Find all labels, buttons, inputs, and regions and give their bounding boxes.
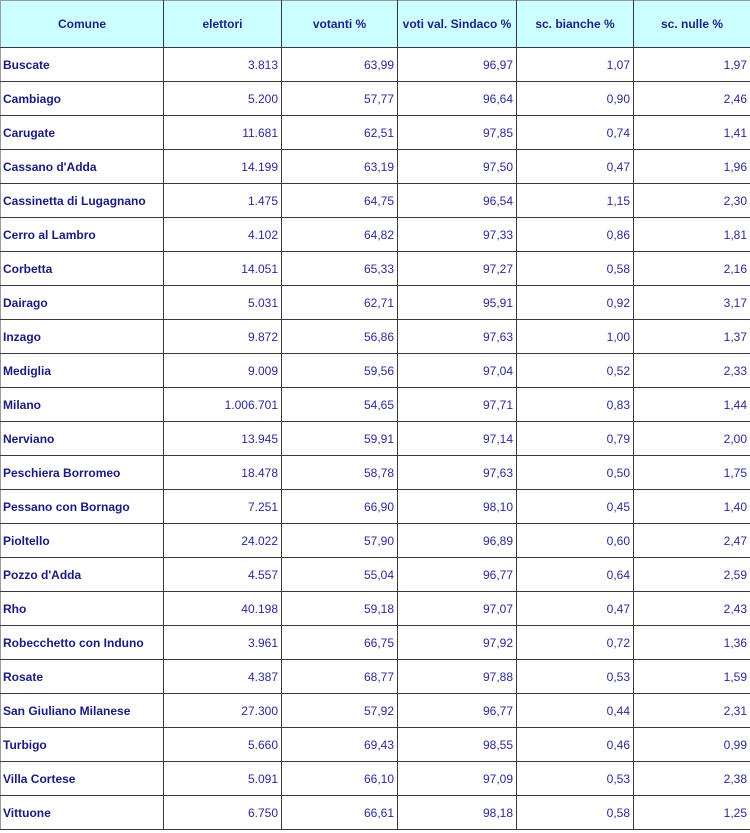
- cell-comune: Carugate: [1, 116, 164, 150]
- cell-votanti: 64,82: [282, 218, 398, 252]
- cell-voti-validi-sindaco: 97,33: [398, 218, 517, 252]
- cell-schede-bianche: 0,46: [517, 728, 634, 762]
- cell-schede-nulle: 3,17: [634, 286, 750, 320]
- cell-schede-bianche: 0,60: [517, 524, 634, 558]
- cell-votanti: 62,51: [282, 116, 398, 150]
- cell-voti-validi-sindaco: 95,91: [398, 286, 517, 320]
- cell-elettori: 13.945: [164, 422, 282, 456]
- cell-votanti: 66,10: [282, 762, 398, 796]
- cell-votanti: 55,04: [282, 558, 398, 592]
- table-row: [1, 728, 750, 762]
- cell-comune: Corbetta: [1, 252, 164, 286]
- cell-schede-bianche: 0,86: [517, 218, 634, 252]
- cell-schede-bianche: 0,74: [517, 116, 634, 150]
- header-comune: Comune: [1, 1, 164, 48]
- cell-schede-nulle: 2,33: [634, 354, 750, 388]
- cell-schede-bianche: 0,53: [517, 660, 634, 694]
- table-row: [1, 456, 750, 490]
- cell-schede-nulle: 1,36: [634, 626, 750, 660]
- cell-schede-bianche: 0,52: [517, 354, 634, 388]
- cell-schede-nulle: 2,38: [634, 762, 750, 796]
- cell-schede-nulle: 0,99: [634, 728, 750, 762]
- cell-schede-nulle: 1,41: [634, 116, 750, 150]
- cell-comune: Cerro al Lambro: [1, 218, 164, 252]
- cell-voti-validi-sindaco: 97,71: [398, 388, 517, 422]
- cell-schede-nulle: 2,59: [634, 558, 750, 592]
- cell-comune: San Giuliano Milanese: [1, 694, 164, 728]
- cell-votanti: 66,75: [282, 626, 398, 660]
- cell-comune: Cassano d'Adda: [1, 150, 164, 184]
- cell-elettori: 5.200: [164, 82, 282, 116]
- table-row: [1, 286, 750, 320]
- cell-votanti: 57,90: [282, 524, 398, 558]
- cell-elettori: 14.051: [164, 252, 282, 286]
- cell-comune: Mediglia: [1, 354, 164, 388]
- cell-schede-bianche: 0,53: [517, 762, 634, 796]
- cell-elettori: 1.006.701: [164, 388, 282, 422]
- cell-schede-bianche: 1,07: [517, 48, 634, 82]
- cell-comune: Robecchetto con Induno: [1, 626, 164, 660]
- cell-schede-nulle: 1,96: [634, 150, 750, 184]
- cell-votanti: 66,61: [282, 796, 398, 830]
- cell-schede-nulle: 1,25: [634, 796, 750, 830]
- cell-voti-validi-sindaco: 96,77: [398, 694, 517, 728]
- cell-elettori: 5.031: [164, 286, 282, 320]
- cell-schede-bianche: 0,58: [517, 252, 634, 286]
- cell-comune: Cambiago: [1, 82, 164, 116]
- cell-votanti: 58,78: [282, 456, 398, 490]
- cell-elettori: 4.102: [164, 218, 282, 252]
- header-elettori: elettori: [164, 1, 282, 48]
- cell-comune: Villa Cortese: [1, 762, 164, 796]
- table-row: [1, 626, 750, 660]
- cell-voti-validi-sindaco: 97,14: [398, 422, 517, 456]
- cell-voti-validi-sindaco: 96,89: [398, 524, 517, 558]
- table-row: [1, 184, 750, 218]
- cell-comune: Pozzo d'Adda: [1, 558, 164, 592]
- cell-elettori: 4.557: [164, 558, 282, 592]
- cell-comune: Cassinetta di Lugagnano: [1, 184, 164, 218]
- cell-schede-bianche: 0,58: [517, 796, 634, 830]
- cell-schede-nulle: 1,97: [634, 48, 750, 82]
- cell-voti-validi-sindaco: 98,18: [398, 796, 517, 830]
- cell-schede-nulle: 2,00: [634, 422, 750, 456]
- table-row: [1, 796, 750, 830]
- cell-votanti: 57,92: [282, 694, 398, 728]
- cell-comune: Rho: [1, 592, 164, 626]
- cell-schede-bianche: 0,79: [517, 422, 634, 456]
- table-row: [1, 490, 750, 524]
- cell-schede-bianche: 0,45: [517, 490, 634, 524]
- cell-voti-validi-sindaco: 97,63: [398, 456, 517, 490]
- header-voti-validi-sindaco: voti val. Sindaco %: [398, 1, 517, 48]
- cell-elettori: 6.750: [164, 796, 282, 830]
- cell-voti-validi-sindaco: 97,92: [398, 626, 517, 660]
- header-schede-bianche: sc. bianche %: [517, 1, 634, 48]
- cell-elettori: 9.009: [164, 354, 282, 388]
- table-row: [1, 762, 750, 796]
- cell-elettori: 5.660: [164, 728, 282, 762]
- cell-voti-validi-sindaco: 97,50: [398, 150, 517, 184]
- table-row: [1, 150, 750, 184]
- cell-comune: Vittuone: [1, 796, 164, 830]
- cell-schede-nulle: 2,31: [634, 694, 750, 728]
- cell-comune: Dairago: [1, 286, 164, 320]
- table-row: [1, 660, 750, 694]
- cell-schede-bianche: 0,92: [517, 286, 634, 320]
- table-row: [1, 48, 750, 82]
- cell-votanti: 57,77: [282, 82, 398, 116]
- cell-elettori: 9.872: [164, 320, 282, 354]
- cell-schede-nulle: 1,37: [634, 320, 750, 354]
- table-row: [1, 320, 750, 354]
- table-row: [1, 592, 750, 626]
- cell-votanti: 63,99: [282, 48, 398, 82]
- cell-votanti: 59,56: [282, 354, 398, 388]
- cell-schede-bianche: 0,72: [517, 626, 634, 660]
- cell-voti-validi-sindaco: 96,77: [398, 558, 517, 592]
- cell-voti-validi-sindaco: 97,07: [398, 592, 517, 626]
- cell-schede-bianche: 1,15: [517, 184, 634, 218]
- cell-schede-bianche: 0,83: [517, 388, 634, 422]
- cell-comune: Inzago: [1, 320, 164, 354]
- cell-schede-nulle: 2,46: [634, 82, 750, 116]
- cell-schede-bianche: 0,47: [517, 150, 634, 184]
- cell-elettori: 7.251: [164, 490, 282, 524]
- cell-voti-validi-sindaco: 98,10: [398, 490, 517, 524]
- cell-votanti: 68,77: [282, 660, 398, 694]
- cell-schede-bianche: 0,50: [517, 456, 634, 490]
- cell-elettori: 11.681: [164, 116, 282, 150]
- table-row: [1, 354, 750, 388]
- cell-voti-validi-sindaco: 96,64: [398, 82, 517, 116]
- cell-elettori: 3.961: [164, 626, 282, 660]
- cell-elettori: 40.198: [164, 592, 282, 626]
- table-row: [1, 116, 750, 150]
- cell-voti-validi-sindaco: 96,54: [398, 184, 517, 218]
- cell-schede-nulle: 1,81: [634, 218, 750, 252]
- cell-voti-validi-sindaco: 97,63: [398, 320, 517, 354]
- table-row: [1, 218, 750, 252]
- cell-schede-nulle: 1,40: [634, 490, 750, 524]
- header-schede-nulle: sc. nulle %: [634, 1, 750, 48]
- cell-votanti: 69,43: [282, 728, 398, 762]
- cell-schede-bianche: 0,64: [517, 558, 634, 592]
- cell-votanti: 54,65: [282, 388, 398, 422]
- cell-comune: Milano: [1, 388, 164, 422]
- cell-comune: Pioltello: [1, 524, 164, 558]
- cell-voti-validi-sindaco: 97,85: [398, 116, 517, 150]
- cell-elettori: 5.091: [164, 762, 282, 796]
- table-row: [1, 558, 750, 592]
- table-row: [1, 82, 750, 116]
- cell-votanti: 62,71: [282, 286, 398, 320]
- cell-voti-validi-sindaco: 98,55: [398, 728, 517, 762]
- cell-comune: Rosate: [1, 660, 164, 694]
- cell-voti-validi-sindaco: 97,09: [398, 762, 517, 796]
- cell-schede-bianche: 0,47: [517, 592, 634, 626]
- cell-elettori: 3.813: [164, 48, 282, 82]
- table-row: [1, 252, 750, 286]
- cell-voti-validi-sindaco: 96,97: [398, 48, 517, 82]
- cell-votanti: 64,75: [282, 184, 398, 218]
- cell-comune: Pessano con Bornago: [1, 490, 164, 524]
- cell-schede-nulle: 2,47: [634, 524, 750, 558]
- cell-voti-validi-sindaco: 97,04: [398, 354, 517, 388]
- cell-schede-bianche: 0,90: [517, 82, 634, 116]
- cell-votanti: 63,19: [282, 150, 398, 184]
- cell-comune: Buscate: [1, 48, 164, 82]
- table-body: [1, 48, 750, 830]
- cell-schede-nulle: 1,59: [634, 660, 750, 694]
- cell-schede-nulle: 1,75: [634, 456, 750, 490]
- cell-voti-validi-sindaco: 97,88: [398, 660, 517, 694]
- cell-elettori: 24.022: [164, 524, 282, 558]
- cell-schede-nulle: 2,43: [634, 592, 750, 626]
- cell-votanti: 59,18: [282, 592, 398, 626]
- header-votanti: votanti %: [282, 1, 398, 48]
- cell-votanti: 59,91: [282, 422, 398, 456]
- table-row: [1, 524, 750, 558]
- cell-comune: Peschiera Borromeo: [1, 456, 164, 490]
- cell-schede-bianche: 0,44: [517, 694, 634, 728]
- cell-elettori: 4.387: [164, 660, 282, 694]
- cell-elettori: 18.478: [164, 456, 282, 490]
- cell-votanti: 66,90: [282, 490, 398, 524]
- cell-elettori: 1.475: [164, 184, 282, 218]
- header-row: [1, 1, 750, 48]
- cell-comune: Nerviano: [1, 422, 164, 456]
- table-row: [1, 694, 750, 728]
- cell-schede-nulle: 1,44: [634, 388, 750, 422]
- cell-elettori: 27.300: [164, 694, 282, 728]
- cell-schede-bianche: 1,00: [517, 320, 634, 354]
- cell-votanti: 65,33: [282, 252, 398, 286]
- cell-voti-validi-sindaco: 97,27: [398, 252, 517, 286]
- cell-votanti: 56,86: [282, 320, 398, 354]
- table-row: [1, 388, 750, 422]
- cell-elettori: 14.199: [164, 150, 282, 184]
- cell-schede-nulle: 2,30: [634, 184, 750, 218]
- cell-schede-nulle: 2,16: [634, 252, 750, 286]
- cell-comune: Turbigo: [1, 728, 164, 762]
- table-row: [1, 422, 750, 456]
